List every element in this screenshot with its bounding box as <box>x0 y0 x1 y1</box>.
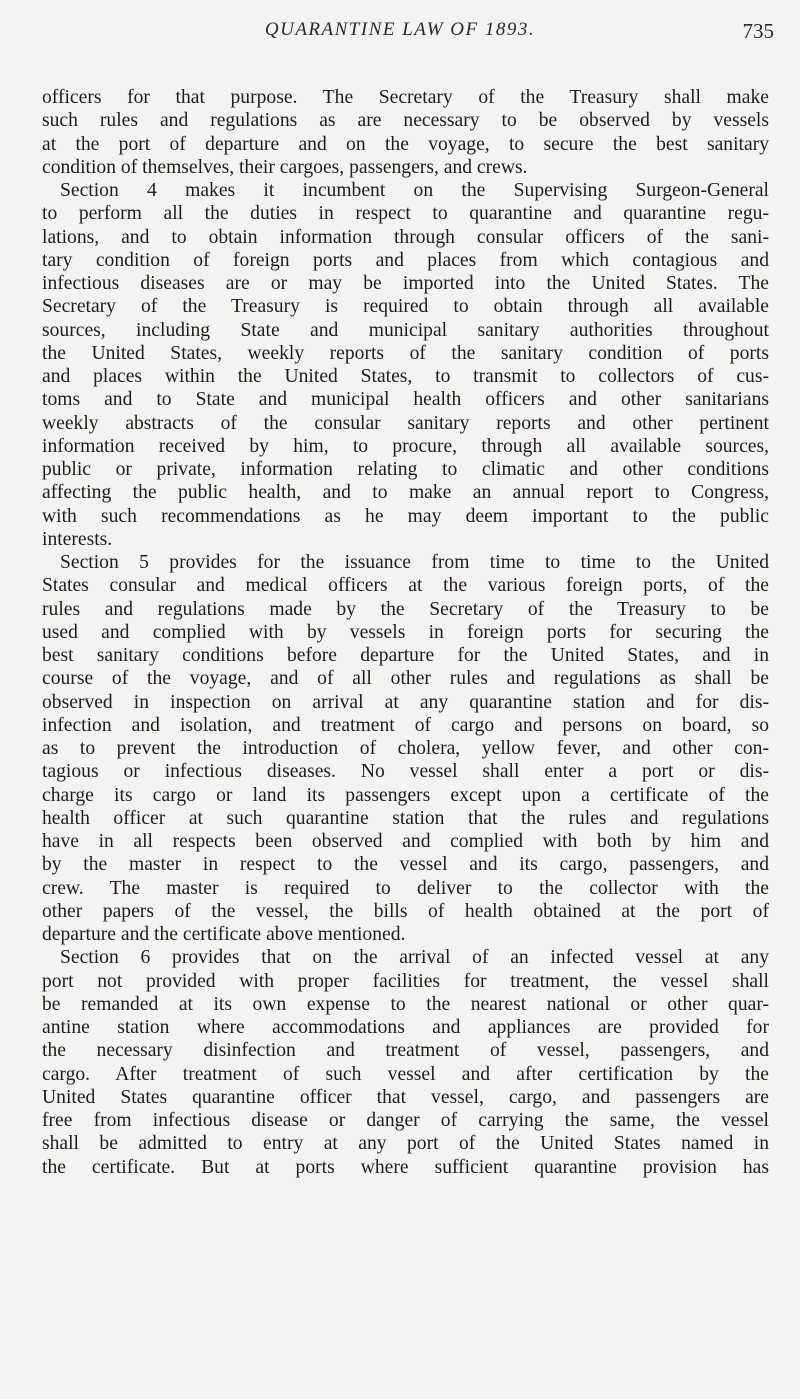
text-line: free from infectious disease or danger of carrying the same, the vessel <box>42 1110 769 1131</box>
text-line: other papers of the vessel, the bills of health obtained at the port of <box>42 900 769 922</box>
text-line: tagious or infectious diseases. No vessel shall enter a port or dis- <box>42 761 769 783</box>
text-line: crew. The master is required to deliver to the collector with the <box>42 877 769 899</box>
text-line: affecting the public health, and to make an annual report to Congress, <box>42 482 769 504</box>
text-line: Section 4 makes it incumbent on the Supervising Surgeon-General <box>60 180 769 201</box>
text-line: Secretary of the Treasury is required to obtain through all available <box>42 296 769 318</box>
text-line: interests. <box>42 528 113 550</box>
text-line: be remanded at its own expense to the nearest national or other quar- <box>42 993 769 1015</box>
text-line: with such recommendations as he may deem important to the public <box>42 505 769 527</box>
text-line: tary condition of foreign ports and places from which contagious and <box>42 249 769 271</box>
text-line: condition of themselves, their cargoes, passengers, and crews. <box>42 156 528 178</box>
text-line: have in all respects been observed and complied with both by him and <box>42 831 769 852</box>
text-line: used and complied with by vessels in foreign ports for securing the <box>42 621 769 643</box>
text-line: port not provided with proper facilities for treatment, the vessel shall <box>42 970 769 992</box>
text-line: health officer at such quarantine station that the rules and regulations <box>42 807 769 829</box>
text-line: shall be admitted to entry at any port of the United States named in <box>42 1133 769 1155</box>
text-line: as to prevent the introduction of cholera, yellow fever, and other con- <box>42 738 769 759</box>
text-line: antine station where accommodations and appliances are provided for <box>42 1017 769 1038</box>
text-line: United States quarantine officer that vessel, cargo, and passengers are <box>42 1086 769 1108</box>
text-line: weekly abstracts of the consular sanitary reports and other pertinent <box>42 412 769 434</box>
text-line: toms and to State and municipal health officers and other sanitarians <box>42 389 769 411</box>
text-line: Section 5 provides for the issuance from time to time to the United <box>60 552 769 573</box>
text-line: and places within the United States, to transmit to collectors of cus- <box>42 366 769 387</box>
text-line: infection and isolation, and treatment of cargo and persons on board, so <box>42 714 769 736</box>
text-line: charge its cargo or land its passengers except upon a certificate of the <box>42 784 769 806</box>
text-line: Section 6 provides that on the arrival of an infected vessel at any <box>60 947 769 969</box>
text-line: such rules and regulations as are necessary to be observed by vessels <box>42 110 769 132</box>
text-line: States consular and medical officers at the various foreign ports, of the <box>42 575 769 597</box>
text-line: rules and regulations made by the Secretary of the Treasury to be <box>42 598 769 620</box>
text-line: the necessary disinfection and treatment of vessel, passengers, and <box>42 1040 769 1062</box>
running-title: QUARANTINE LAW OF 1893. <box>264 19 536 40</box>
page-header <box>0 19 800 45</box>
text-line: departure and the certificate above mentioned. <box>42 924 406 945</box>
text-line: by the master in respect to the vessel and its cargo, passengers, and <box>42 854 769 876</box>
text-line: the certificate. But at ports where sufficient quarantine provision has <box>42 1156 769 1178</box>
text-line: lations, and to obtain information through consular officers of the sani- <box>42 226 769 248</box>
page-number: 735 <box>742 19 774 43</box>
text-line: sources, including State and municipal sanitary authorities throughout <box>42 319 769 341</box>
text-line: information received by him, to procure, through all available sources, <box>42 435 769 457</box>
text-line: best sanitary conditions before departure for the United States, and in <box>42 645 769 666</box>
text-line: officers for that purpose. The Secretary of the Treasury shall make <box>42 87 769 108</box>
text-line: cargo. After treatment of such vessel and after certification by the <box>42 1063 769 1085</box>
text-line: at the port of departure and on the voyage, to secure the best sanitary <box>42 133 769 155</box>
text-line: observed in inspection on arrival at any quarantine station and for dis- <box>42 691 769 713</box>
text-line: the United States, weekly reports of the sanitary condition of ports <box>42 342 769 364</box>
body-text <box>42 86 769 1179</box>
text-line: infectious diseases are or may be imported into the United States. The <box>42 273 769 294</box>
text-line: course of the voyage, and of all other rules and regulations as shall be <box>42 668 769 690</box>
text-line: public or private, information relating to climatic and other conditions <box>42 459 769 480</box>
text-line: to perform all the duties in respect to quarantine and quarantine regu- <box>42 203 769 225</box>
